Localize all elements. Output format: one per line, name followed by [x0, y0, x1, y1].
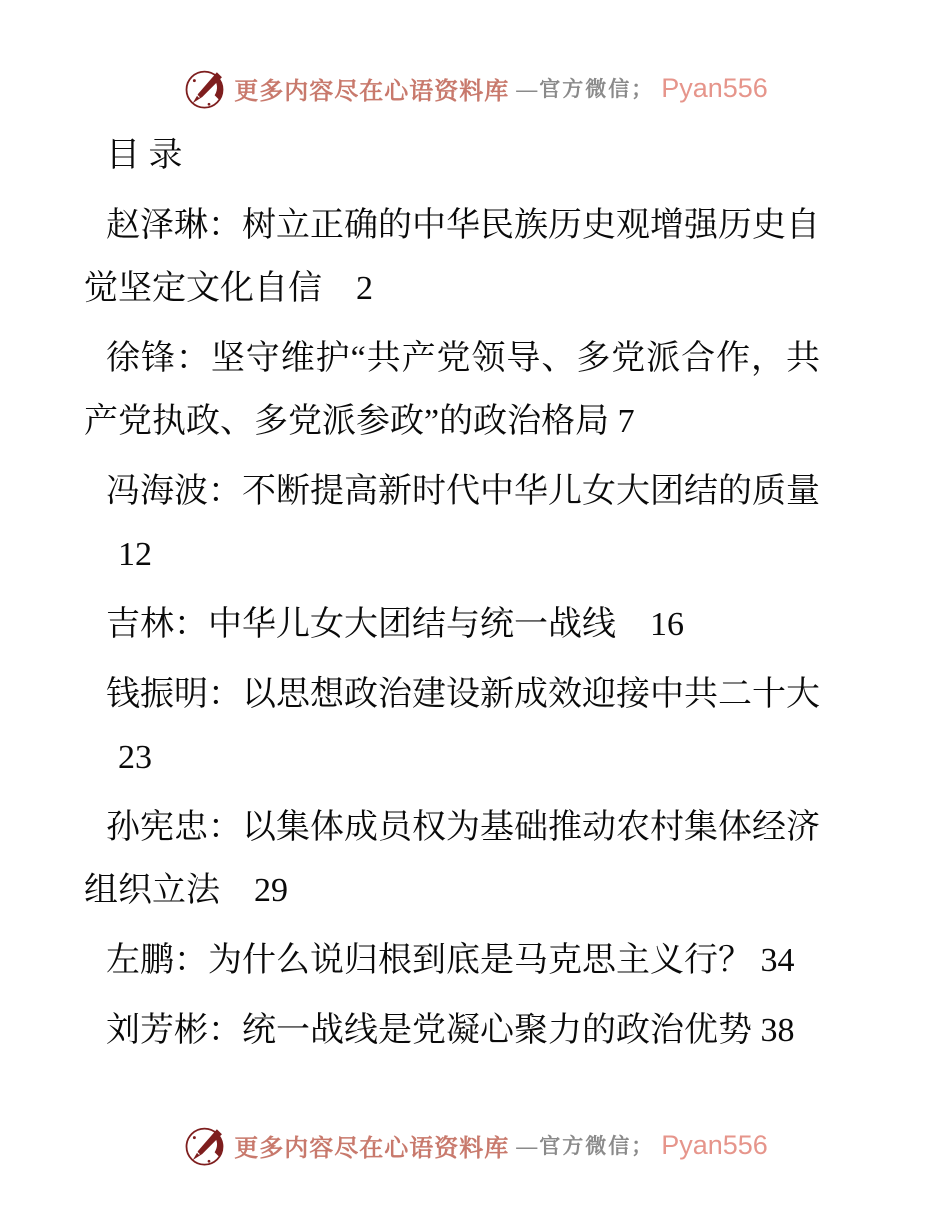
toc-entry [84, 593, 820, 656]
watermark-wechat-account: Pyan556 [661, 1129, 768, 1160]
toc-entry [84, 929, 820, 992]
watermark-wechat-label: —官方微信； [516, 1134, 655, 1158]
toc-entry-list [84, 194, 820, 1062]
toc-entry [84, 663, 820, 789]
toc-entry-line: 组织立法 29 [84, 872, 288, 909]
footer-watermark [0, 1119, 950, 1171]
pen-circle-logo-icon [182, 1123, 227, 1168]
toc-entry-line: 23 [84, 739, 152, 776]
toc-entry-line: 左鹏：为什么说归根到底是马克思主义行？ 34 [106, 942, 795, 979]
toc-entry [84, 327, 820, 453]
toc-entry [84, 460, 820, 586]
header-watermark [0, 62, 950, 114]
toc-entry-line: 冯海波：不断提高新时代中华儿女大团结的质量 [106, 473, 820, 510]
toc-entry-line: 钱振明：以思想政治建设新成效迎接中共二十大 [106, 676, 820, 713]
watermark-wechat-label: —官方微信； [516, 77, 655, 101]
toc-entry-line: 产党执政、多党派参政”的政治格局 7 [84, 403, 635, 440]
toc-entry-line: 12 [84, 536, 152, 573]
toc-entry-line: 刘芳彬：统一战线是党凝心聚力的政治优势 38 [106, 1012, 795, 1049]
toc-title: 目 录 [106, 137, 183, 174]
toc-entry-line: 赵泽琳：树立正确的中华民族历史观增强历史自 [106, 207, 820, 244]
toc-entry-line: 孙宪忠：以集体成员权为基础推动农村集体经济 [106, 809, 820, 846]
watermark-brand-text: 更多内容尽在心语资料库 [234, 1135, 510, 1162]
watermark-wechat-account: Pyan556 [661, 72, 768, 103]
toc-entry [84, 999, 820, 1062]
pen-circle-logo-icon [182, 66, 227, 111]
toc-entry [84, 796, 820, 922]
toc-entry-line: 徐锋：坚守维护“共产党领导、多党派合作，共 [106, 340, 820, 377]
toc-entry-line: 吉林：中华儿女大团结与统一战线 16 [106, 606, 684, 643]
watermark-brand-text: 更多内容尽在心语资料库 [234, 78, 510, 105]
toc-entry [84, 194, 820, 320]
toc-entry-line: 觉坚定文化自信 2 [84, 270, 373, 307]
toc-content [84, 124, 820, 1069]
